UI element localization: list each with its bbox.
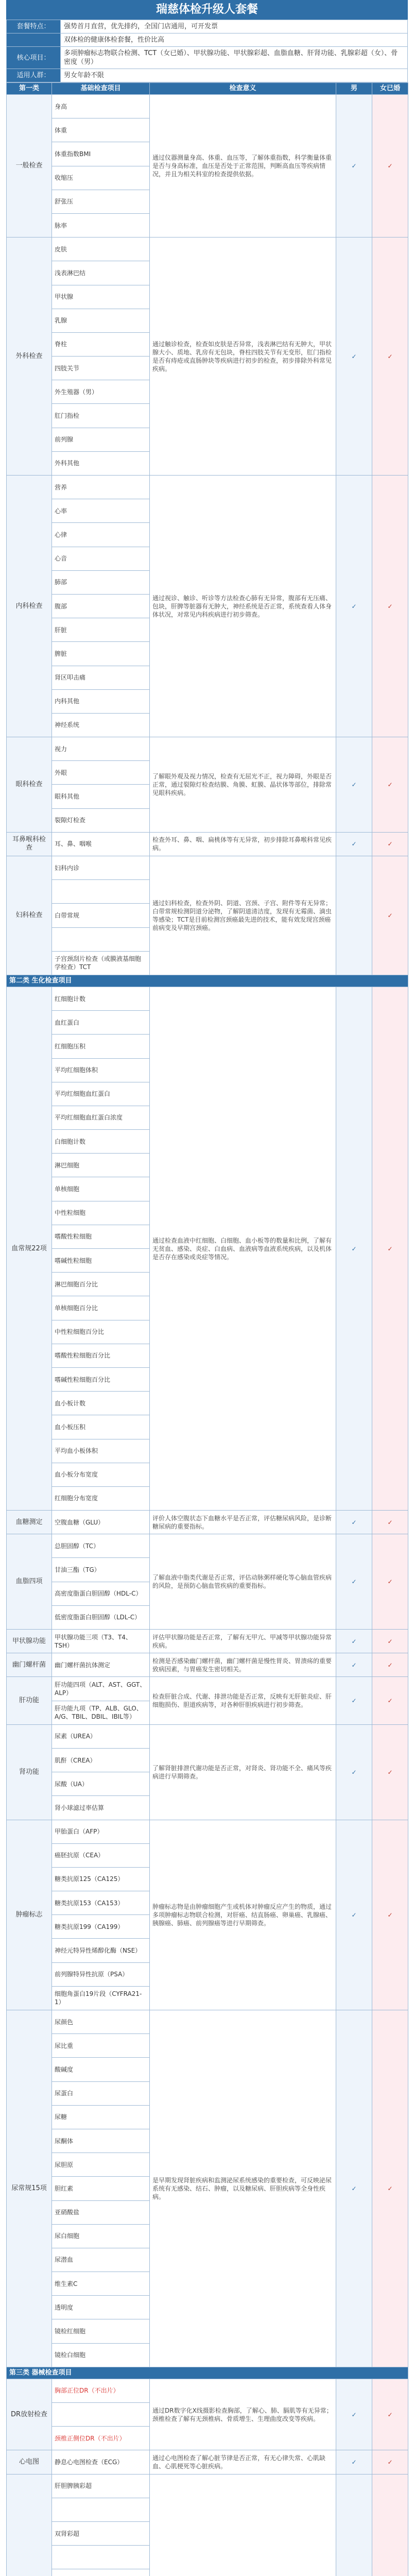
male-check-cell: ✓ [336, 2010, 372, 2367]
header-female: 女已婚 [372, 83, 408, 95]
item-cell: 脾脏 [52, 642, 150, 666]
item-cell: 营养 [52, 476, 150, 499]
item-cell: 血小板压积 [52, 1415, 150, 1439]
item-cell: 肝胆脾胰彩超 [52, 2474, 150, 2498]
item-cell: 亚硝酸盐 [52, 2200, 150, 2224]
female-check-cell: ✓ [372, 2010, 408, 2367]
male-check-cell: ✓ [336, 2450, 372, 2474]
table-row [7, 1630, 408, 1653]
item-cell: 尿酸（UA） [52, 1772, 150, 1796]
package-info [6, 20, 408, 82]
female-check-cell: ✓ [372, 2450, 408, 2474]
category-cell: 内科检查 [7, 476, 52, 737]
item-cell: 白带常规 [52, 904, 150, 927]
package-page [6, 0, 408, 2576]
item-cell: 外眼 [52, 761, 150, 785]
item-cell: 肝脏 [52, 618, 150, 642]
table-row [7, 238, 408, 261]
table-row [7, 856, 408, 880]
section-row [7, 975, 408, 987]
table-row [7, 1820, 408, 1843]
female-check-cell: ✓ [372, 95, 408, 238]
item-cell: 尿酮体 [52, 2129, 150, 2153]
item-cell: 心率 [52, 499, 150, 523]
male-check-cell: ✓ [336, 987, 372, 1510]
table-row [7, 1511, 408, 1534]
table-row [7, 832, 408, 856]
page-title: 瑞慈体检升级人套餐 [6, 0, 408, 20]
female-check-cell [372, 2474, 408, 2576]
category-cell: 肝功能 [7, 1677, 52, 1724]
item-cell: 血小板计数 [52, 1392, 150, 1415]
category-cell: 尿常规15项 [7, 2010, 52, 2367]
item-cell: 高密度脂蛋白胆固醇（HDL-C） [52, 1582, 150, 1605]
item-cell: 脊柱 [52, 332, 150, 356]
description-cell: 通过仪器测量身高、体重、血压等，了解体重指数，科学衡量体重是否与身高标准，血压是否处于正常范围，判断高血压等疾病情况，并且为相关科室的检查提供依据。 [150, 95, 336, 238]
item-cell: 体重指数BMI [52, 142, 150, 166]
header-row [7, 83, 408, 95]
item-cell: 尿素（UREA） [52, 1724, 150, 1748]
item-cell: 尿白细胞 [52, 2224, 150, 2248]
category-cell: 血脂四项 [7, 1534, 52, 1630]
item-cell: 镜检红细胞 [52, 2319, 150, 2343]
item-cell: 白细胞计数 [52, 1130, 150, 1154]
item-cell: 平均红细胞体积 [52, 1058, 150, 1082]
info-row [7, 69, 408, 82]
item-cell: 肛门指检 [52, 404, 150, 428]
male-check-cell: ✓ [336, 1820, 372, 2010]
item-cell: 空腹血糖（GLU） [52, 1511, 150, 1534]
item-cell: 脉率 [52, 213, 150, 237]
category-cell: 血常规22项 [7, 987, 52, 1510]
item-cell: 中性粒细胞 [52, 1201, 150, 1225]
female-check-cell: ✓ [372, 1820, 408, 2010]
info-row [7, 33, 408, 47]
female-check-cell: ✓ [372, 987, 408, 1510]
male-check-cell: ✓ [336, 1534, 372, 1630]
info-row [7, 20, 408, 33]
description-cell: 通过妇科检查，检查外阴、阴道、宫颈、子宫、附件等有无异常；白带常规检测阴道分泌物，了解阴道清洁度，发现有无霉菌、滴虫等感染；TCT是目前检测宫颈癌最先进的技术，能有效发现宫颈癌前病变及早期宫颈癌。 [150, 856, 336, 975]
female-check-cell: ✓ [372, 1677, 408, 1724]
item-cell: 神经系统 [52, 713, 150, 737]
item-cell: 内科其他 [52, 689, 150, 713]
item-cell: 神经元特异性烯醇化酶（NSE） [52, 1939, 150, 1962]
category-cell: 外科检查 [7, 238, 52, 476]
item-cell: 红细胞计数 [52, 987, 150, 1010]
item-cell: 肾区叩击痛 [52, 666, 150, 689]
description-cell: 肿瘤标志物是由肿瘤细胞产生或机体对肿瘤反应产生的物质，通过多项肿瘤标志物联合检测，对肝癌、结直肠癌、卵巢癌、乳腺癌、胰腺癌、肺癌、前列腺癌等进行早期筛查。 [150, 1820, 336, 2010]
female-check-cell: ✓ [372, 2379, 408, 2450]
category-cell: 肿瘤标志 [7, 1820, 52, 2010]
item-cell: 尿糖 [52, 2105, 150, 2129]
item-cell: 视力 [52, 737, 150, 761]
item-cell: 尿胆原 [52, 2153, 150, 2177]
info-value: 多项肿瘤标志物联合检测、TCT（女已婚）、甲状腺功能、甲状腺彩超、血脂血糖、肝肾功能、乳腺彩超（女）、骨密度（男） [61, 47, 408, 69]
description-cell: 检查肝脏合成、代谢、排泄功能是否正常，反映有无肝脏炎症、肝细胞损伤、胆道疾病等，对各种肝胆疾病进行初步筛查。 [150, 1677, 336, 1724]
male-check-cell: ✓ [336, 737, 372, 833]
item-cell: 癌胚抗原（CEA） [52, 1843, 150, 1867]
description-cell: 检查外耳、鼻、咽、扁桃体等有无异常，初步排除耳鼻喉科常见疾病。 [150, 832, 336, 856]
description-cell: 检测是否感染幽门螺杆菌，幽门螺杆菌是慢性胃炎、胃溃疡的重要致病因素，与胃癌发生密切相关。 [150, 1653, 336, 1677]
item-cell: 肺部 [52, 570, 150, 594]
male-check-cell: ✓ [336, 832, 372, 856]
male-check-cell: ✓ [336, 1630, 372, 1653]
item-cell: 镜检白细胞 [52, 2343, 150, 2367]
table-row [7, 1653, 408, 1677]
item-cell [52, 2569, 150, 2576]
info-key: 套餐特点： [7, 20, 61, 33]
item-cell: 尿颜色 [52, 2010, 150, 2034]
item-cell: 甘油三酯（TG） [52, 1558, 150, 1582]
item-cell: 平均血小板体积 [52, 1439, 150, 1463]
item-cell: 肾小球滤过率估算 [52, 1796, 150, 1820]
section-title: 第三类 器械检查项目 [7, 2367, 408, 2379]
info-value: 男女年龄不限 [61, 69, 408, 82]
item-cell: 嗜碱性粒细胞 [52, 1249, 150, 1273]
item-cell: 甲胎蛋白（AFP） [52, 1820, 150, 1843]
item-cell: 舒张压 [52, 190, 150, 213]
item-cell: 平均红细胞血红蛋白浓度 [52, 1106, 150, 1129]
male-check-cell: ✓ [336, 2379, 372, 2450]
item-cell: 尿蛋白 [52, 2081, 150, 2105]
item-cell: 胆红素 [52, 2177, 150, 2200]
item-cell: 总胆固醇（TC） [52, 1534, 150, 1558]
female-check-cell: ✓ [372, 1630, 408, 1653]
description-cell: 了解血液中脂类代谢是否正常，评估动脉粥样硬化等心脑血管疾病的风险，是预防心脑血管疾病的重要指标。 [150, 1534, 336, 1630]
item-cell: 胸部正位DR（不出片） [52, 2379, 150, 2402]
table-row [7, 1677, 408, 1701]
header-item: 基础检查项目 [52, 83, 150, 95]
item-cell [52, 880, 150, 904]
info-key: 适用人群： [7, 69, 61, 82]
male-check-cell: ✓ [336, 1677, 372, 1724]
item-cell [52, 927, 150, 951]
female-check-cell: ✓ [372, 1724, 408, 1820]
category-cell: 心电图 [7, 2450, 52, 2474]
item-cell: 前列腺特异性抗原（PSA） [52, 1962, 150, 1986]
female-check-cell: ✓ [372, 1511, 408, 1534]
item-cell: 眼科其他 [52, 785, 150, 808]
item-cell: 透明度 [52, 2296, 150, 2319]
table-row [7, 2379, 408, 2402]
item-cell: 耳、鼻、咽喉 [52, 832, 150, 856]
item-cell: 淋巴细胞百分比 [52, 1273, 150, 1296]
info-row [7, 47, 408, 69]
item-cell: 维生素C [52, 2272, 150, 2296]
item-cell: 肝功能四项（ALT、AST、GGT、ALP） [52, 1677, 150, 1701]
item-cell: 静息心电图检查（ECG） [52, 2450, 150, 2474]
table-row [7, 737, 408, 761]
item-cell: 红细胞压积 [52, 1035, 150, 1058]
male-check-cell: ✓ [336, 1511, 372, 1534]
item-cell: 平均红细胞血红蛋白 [52, 1082, 150, 1106]
category-cell: 耳鼻喉科检查 [7, 832, 52, 856]
female-check-cell: ✓ [372, 1653, 408, 1677]
female-check-cell: ✓ [372, 238, 408, 476]
item-cell: 嗜碱性粒细胞百分比 [52, 1367, 150, 1391]
description-cell [150, 2474, 336, 2576]
category-cell: 妇科检查 [7, 856, 52, 975]
item-cell: 尿潜血 [52, 2248, 150, 2272]
male-check-cell: ✓ [336, 238, 372, 476]
description-cell: 是早期发现肾脏疾病和监测泌尿系统感染的重要检查，可反映泌尿系统有无感染、结石、肿瘤，以及糖尿病、肝胆疾病等全身性疾病。 [150, 2010, 336, 2367]
header-seq: 第一类 [7, 83, 52, 95]
item-cell: 收缩压 [52, 166, 150, 190]
section-title: 第二类 生化检查项目 [7, 975, 408, 987]
item-cell: 身高 [52, 95, 150, 118]
item-cell: 乳腺 [52, 309, 150, 332]
table-row [7, 95, 408, 118]
category-cell: 幽门螺杆菌 [7, 1653, 52, 1677]
description-cell: 通过触诊检查，检查如皮肤是否异常，浅表淋巴结有无肿大，甲状腺大小、质地、乳房有无包块，脊柱四肢关节有无变形，肛门指检是否有痔疮或直肠肿块等疾病进行初步的检查，初步排除外科常见疾病。 [150, 238, 336, 476]
item-cell: 双肾彩超 [52, 2521, 150, 2545]
item-cell: 心音 [52, 547, 150, 570]
female-check-cell: ✓ [372, 832, 408, 856]
female-check-cell: ✓ [372, 1534, 408, 1630]
item-cell: 浅表淋巴结 [52, 261, 150, 285]
item-cell: 单核细胞百分比 [52, 1296, 150, 1320]
female-check-cell: ✓ [372, 737, 408, 833]
item-cell: 中性粒细胞百分比 [52, 1320, 150, 1344]
category-cell: 眼科检查 [7, 737, 52, 833]
table-row [7, 2450, 408, 2474]
item-cell: 细胞角蛋白19片段（CYFRA21-1） [52, 1986, 150, 2010]
male-check-cell: ✓ [336, 1724, 372, 1820]
category-cell: 血糖测定 [7, 1511, 52, 1534]
header-desc: 检查意义 [150, 83, 336, 95]
item-cell: 嗜酸性粒细胞百分比 [52, 1344, 150, 1367]
male-check-cell: ✓ [336, 1653, 372, 1677]
category-cell: 一般检查 [7, 95, 52, 238]
item-cell: 四肢关节 [52, 357, 150, 380]
item-cell [52, 2403, 150, 2427]
male-check-cell: ✓ [336, 95, 372, 238]
description-cell: 通过视诊、触诊、听诊等方法检查心肺有无异常，腹部有无压痛、包块，肝脾等脏器有无肿大，神经系统是否正常，系统查看人体身体状况，对常见内科疾病进行初步筛查。 [150, 476, 336, 737]
item-cell: 体重 [52, 118, 150, 142]
description-cell: 通过检查血液中红细胞、白细胞、血小板等的数量和比例，了解有无贫血、感染、炎症、白血病、血液病等血液系统疾病，以及机体是否存在感染或炎症等情况。 [150, 987, 336, 1510]
description-cell: 通过心电图检查了解心脏节律是否正常，有无心律失常、心肌缺血、心肌梗死等心脏疾病。 [150, 2450, 336, 2474]
item-cell: 外科其他 [52, 451, 150, 475]
category-cell: 肾功能 [7, 1724, 52, 1820]
item-cell: 心律 [52, 523, 150, 547]
description-cell: 评估甲状腺功能是否正常，了解有无甲亢、甲减等甲状腺功能异常疾病。 [150, 1630, 336, 1653]
info-value: 强势首月直营，优先排约，全国门店通用，可开发票 [61, 20, 408, 33]
item-cell: 酸碱度 [52, 2058, 150, 2081]
male-check-cell [336, 2474, 372, 2576]
table-row [7, 1724, 408, 1748]
item-cell: 肝功能九项（TP、ALB、GLO、A/G、TBIL、DBIL、IBIL等） [52, 1701, 150, 1724]
item-cell: 尿比重 [52, 2034, 150, 2058]
item-cell: 低密度脂蛋白胆固醇（LDL-C） [52, 1605, 150, 1629]
item-cell: 前列腺 [52, 428, 150, 451]
table-row [7, 2010, 408, 2034]
item-cell: 外生殖器（男） [52, 380, 150, 404]
item-cell: 红细胞分布宽度 [52, 1486, 150, 1510]
item-cell: 妇科内诊 [52, 856, 150, 880]
item-cell: 腹部 [52, 594, 150, 618]
description-cell: 了解肾脏排泄代谢功能是否正常，对肾炎、肾功能不全、痛风等疾病进行早期筛查。 [150, 1724, 336, 1820]
header-male: 男 [336, 83, 372, 95]
item-cell: 肌酐（CREA） [52, 1748, 150, 1772]
item-cell: 淋巴细胞 [52, 1154, 150, 1177]
item-cell: 裂隙灯检查 [52, 808, 150, 832]
item-cell: 颈椎正侧位DR（不出片） [52, 2427, 150, 2450]
category-cell: 甲状腺功能 [7, 1630, 52, 1653]
item-cell: 子宫颈刮片检查（或膜液基细胞学检查）TCT [52, 951, 150, 975]
table-row [7, 987, 408, 1010]
item-cell: 血红蛋白 [52, 1011, 150, 1035]
item-cell: 嗜酸性粒细胞 [52, 1225, 150, 1248]
item-cell: 糖类抗原125（CA125） [52, 1867, 150, 1891]
info-value: 双体检的健康体检套餐，性价比高 [61, 33, 408, 47]
info-key: 核心项目： [7, 47, 61, 69]
item-cell: 单核细胞 [52, 1177, 150, 1201]
female-check-cell: ✓ [372, 856, 408, 975]
item-cell: 糖类抗原199（CA199） [52, 1915, 150, 1939]
category-cell [7, 2474, 52, 2576]
item-cell [52, 2546, 150, 2569]
table-row [7, 476, 408, 499]
item-cell: 皮肤 [52, 238, 150, 261]
category-cell: DR放射检查 [7, 2379, 52, 2450]
item-cell [52, 2498, 150, 2521]
description-cell: 通过DR数字化X线摄影检查胸部，了解心、肺、膈肌等有无异常；颈椎检查了解有无颈椎病、骨质增生、生理曲度改变等疾病。 [150, 2379, 336, 2450]
female-check-cell: ✓ [372, 476, 408, 737]
item-cell: 血小板分布宽度 [52, 1463, 150, 1486]
item-cell: 幽门螺杆菌抗体测定 [52, 1653, 150, 1677]
description-cell: 了解眼外观及视力情况，检查有无屈光不正，视力障碍，外眼是否正常，通过裂隙灯检查结膜、角膜、虹膜、晶状体等部位，排除常见眼科疾病。 [150, 737, 336, 833]
male-check-cell [336, 856, 372, 975]
info-key [7, 33, 61, 47]
section-row [7, 2367, 408, 2379]
checkup-table [6, 82, 408, 2576]
description-cell: 评价人体空腹状态下血糖水平是否正常，评估糖尿病风险，是诊断糖尿病的重要指标。 [150, 1511, 336, 1534]
item-cell: 甲状腺功能三项（T3、T4、TSH） [52, 1630, 150, 1653]
male-check-cell: ✓ [336, 476, 372, 737]
item-cell: 糖类抗原153（CA153） [52, 1891, 150, 1915]
table-row [7, 1534, 408, 1558]
table-row [7, 2474, 408, 2498]
item-cell: 甲状腺 [52, 285, 150, 309]
